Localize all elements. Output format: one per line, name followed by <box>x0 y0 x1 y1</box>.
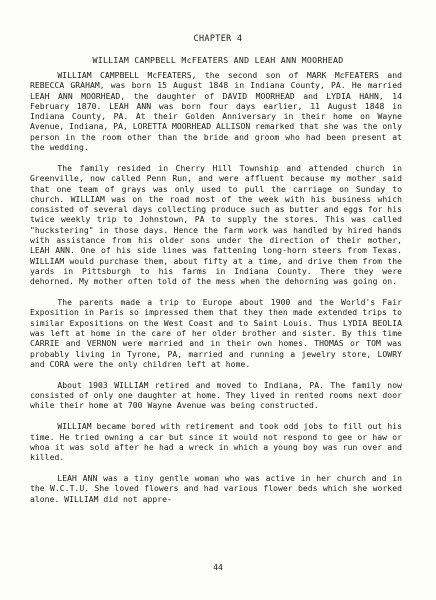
paragraph: About 1903 WILLIAM retired and moved to Indiana, PA. The family now consisted of only one daughter at home. They lived in rented rooms next door while their home at 700 Wayne Avenue was being constructed. <box>30 380 402 411</box>
body-text <box>30 71 402 516</box>
chapter-heading: CHAPTER 4 <box>193 33 243 43</box>
paragraph: The parents made a trip to Europe about 1900 and the World's Fair Exposition in Paris so impressed them that they then made extended trips to similar Expositions on the West Coast and to Saint Louis. Thus LYDIA BEOLIA was left at home in the care of her older brother and sister. By this time CARRIE and VERNON were married and in their own homes. THOMAS or TOM was probably living in Tyrone, PA, married and running a jewelry store, LOWRY and CORA were the only children left at home. <box>30 298 402 369</box>
paragraph: WILLIAM CAMPBELL McFEATERS, the second son of MARK McFEATERS and REBECCA GRAHAM, was born 15 August 1848 in Indiana County, PA. He married LEAH ANN MOORHEAD, the daughter of DAVID MOORHEAD and LYDIA HAHN, 14 February 1870. LEAH ANN was born four days earlier, 11 August 1848 in Indiana County, PA. At their Golden Anniversary in their home on Wayne Avenue, Indiana, PA, LORETTA MOORHEAD ALLISON remarked that she was the only person in the room other than the bride and groom who had been present at the wedding. <box>30 71 402 153</box>
chapter-title: WILLIAM CAMPBELL McFEATERS AND LEAH ANN MOORHEAD <box>92 55 344 65</box>
paragraph: WILLIAM became bored with retirement and took odd jobs to fill out his time. He tried owning a car but since it would not respond to gee or haw or whoa it was sold after he had a wreck in which a young boy was run over and killed. <box>30 422 402 463</box>
paragraph: LEAH ANN was a tiny gentle woman who was active in her church and in the W.C.T.U. She loved flowers and had various flower beds which she worked alone. WILLIAM did not appre- <box>30 474 402 504</box>
paragraph: The family resided in Cherry Hill Township and attended church in Greenville, now called Penn Run, and were affluent because my mother said that one team of grays was only used to pull the carriage on Sunday to church. WILLIAM was on the road most of the week with his business which consisted of several days collecting produce such as butter and eggs for his twice weekly trip to Johnstown, PA to supply the stores. This was called "huckstering" in those days. Hence the farm work was handled by hired hands with assistance from his older sons under the direction of their mother, LEAH ANN. One of his side lines was fattening long-horn steers from Texas. WILLIAM would purchase them, about fifty at a time, and drive them from the yards in Pittsburgh to his farms in Indiana County. There they were dehorned. My mother often told of the mess when the dehorning was going on. <box>30 163 402 287</box>
page-number: 44 <box>213 563 223 572</box>
